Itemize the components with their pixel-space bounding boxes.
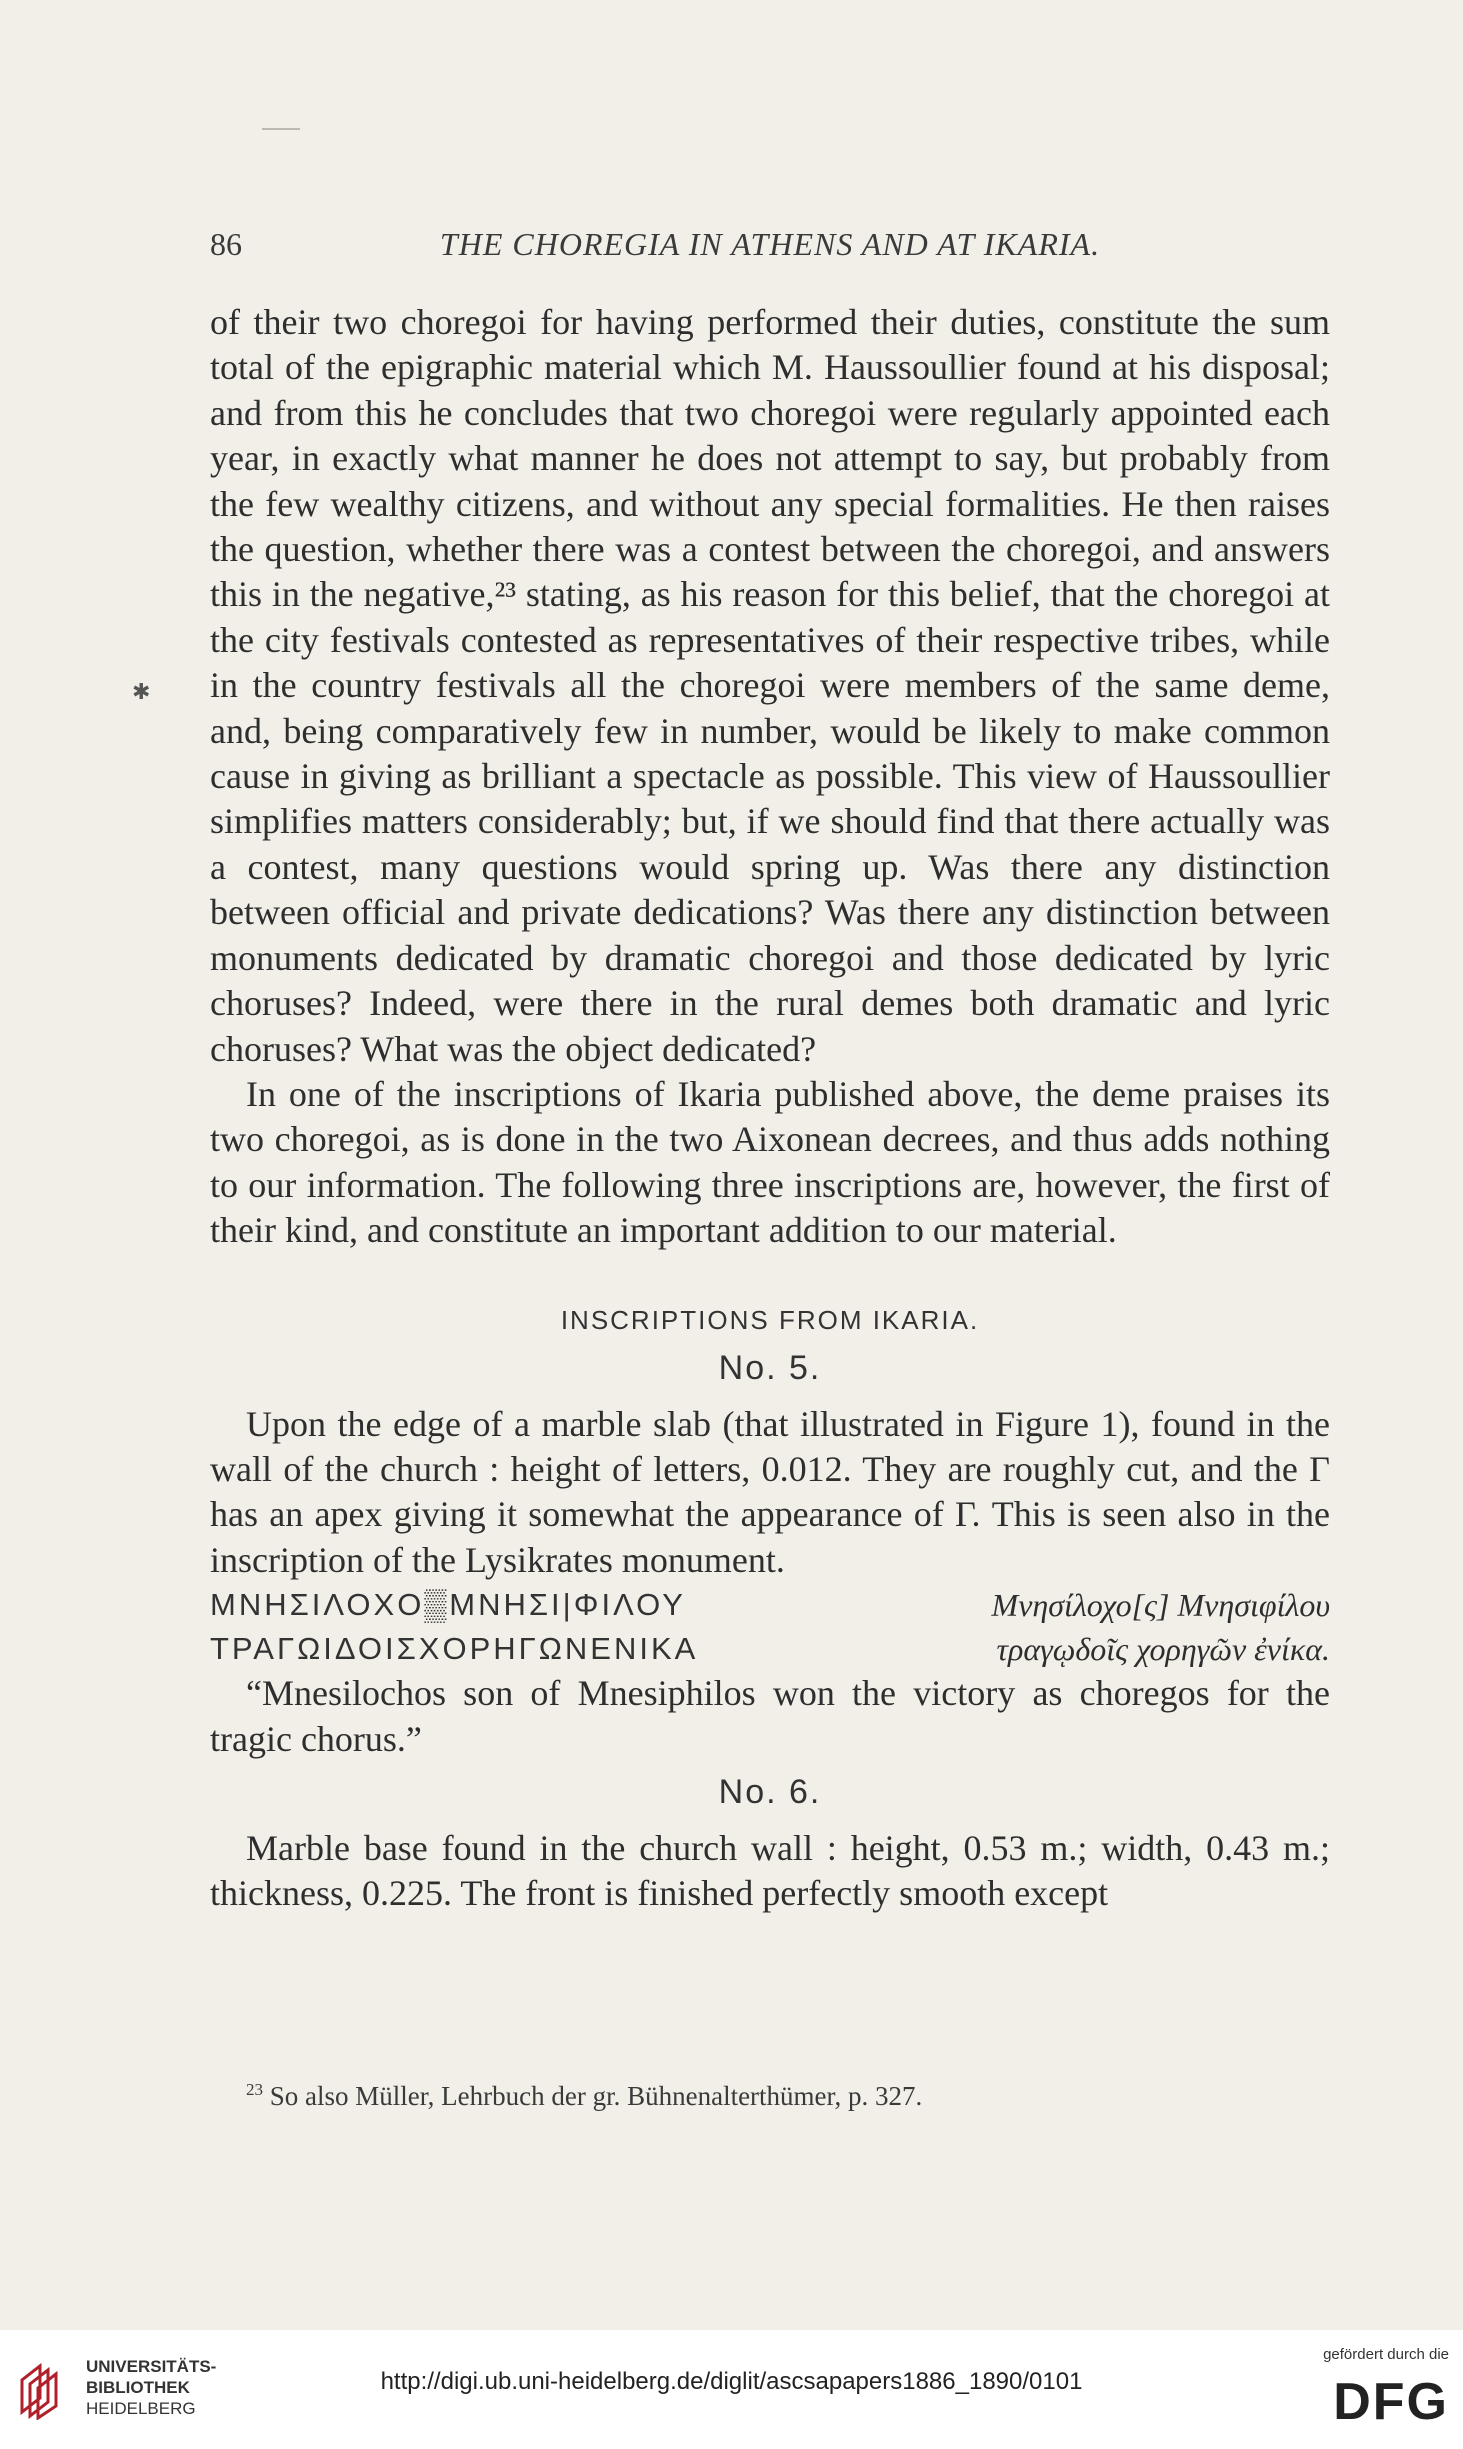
margin-mark: ✱ [132,680,151,705]
inscription-line-1 [210,1583,1330,1627]
page-header [210,226,1330,266]
inscription-description: Marble base found in the church wall : height, 0.53 m.; width, 0.43 m.; thickness, 0.225. The front is finished perfectly smooth except [210,1827,1330,1914]
main-text [210,300,1330,1917]
section-heading: INSCRIPTIONS FROM IKARIA. [560,1304,980,1335]
paragraph: In one of the inscriptions of Ikaria published above, the deme praises its two choregoi, as is done in the two Aixonean decrees, and thus adds nothing to our information. The following three inscriptions are, however, the first of their kind, and constitute an important addition to our material. [210,1073,1330,1251]
inscription-line-2 [210,1627,1330,1671]
funding-note: gefördert durch die [1323,2346,1449,2363]
permalink-url[interactable]: http://digi.ub.uni-heidelberg.de/diglit/ascsapapers1886_1890/0101 [380,2368,1083,2395]
inscription-number-6: No. 6. [718,1772,822,1811]
institution-name: UNIVERSITÄTS- BIBLIOTHEK HEIDELBERG [86,2357,217,2418]
inscription-description: Upon the edge of a marble slab (that illustrated in Figure 1), found in the wall of the church : height of letters, 0.012. They are roughly cut, and the Γ has an apex giving it somewhat the appearance of Γ. This is seen also in the inscription of the Lysikrates monument. [210,1403,1330,1580]
paragraph: of their two choregoi for having performed their duties, constitute the sum total of the epigraphic material which M. Haussoullier found at his disposal; and from this he concludes that two choregoi were regularly appointed each year, in exactly what manner he does not attempt to say, but probably from the few wealthy citizens, and without any special formalities. He then raises the question, whether there was a contest between the choregoi, and answers this in the negative,²³ stating, as his reason for this belief, that the choregoi at the city festivals contested as representatives of their respective tribes, while in the country festivals all the choregoi were members of the same deme, and, being comparatively few in number, would be likely to make common cause in giving as brilliant a spectacle as possible. This view of Haussoullier simplifies matters considerably; but, if we should find that there actually was a contest, many questions would spring up. Was there any distinction between official and private dedications? Was there any distinction between monuments dedicated by dramatic choregoi and those dedicated by lyric choruses? Indeed, were there in the rural demes both dramatic and lyric choruses? What was the object dedicated? [210,302,1330,1069]
page-number: 86 [210,226,242,262]
footnote [246,2080,1336,2112]
dfg-logo[interactable]: DFG [1333,2373,1449,2431]
footnote-text: So also Müller, Lehrbuch der gr. Bühnenalterthümer, p. 327. [269,2081,923,2111]
inscription-translation: “Mnesilochos son of Mnesiphilos won the victory as choregos for the tragic chorus.” [210,1673,1330,1759]
inscription-transcription: τραγῳδοῖς χορηγῶν ἐνίκα. [996,1631,1330,1668]
inscription-number-5: No. 5. [718,1348,822,1387]
inscription-capitals: ΜΝΗΣΙΛΟΧΟ▒ΜΝΗΣΙ|ΦΙΛΟΥ [210,1587,686,1623]
page-mark [262,128,300,130]
footnote-number: 23 [246,2080,263,2099]
inscription-capitals: ΤΡΑΓΩΙΔΟΙΣΧΟΡΗΓΩΝΕΝΙΚΑ [210,1631,699,1667]
inscription-transcription: Μνησίλοχο[ς] Μνησιφίλου [991,1587,1330,1624]
running-title: THE CHOREGIA IN ATHENS AND AT IKARIA. [439,226,1101,262]
